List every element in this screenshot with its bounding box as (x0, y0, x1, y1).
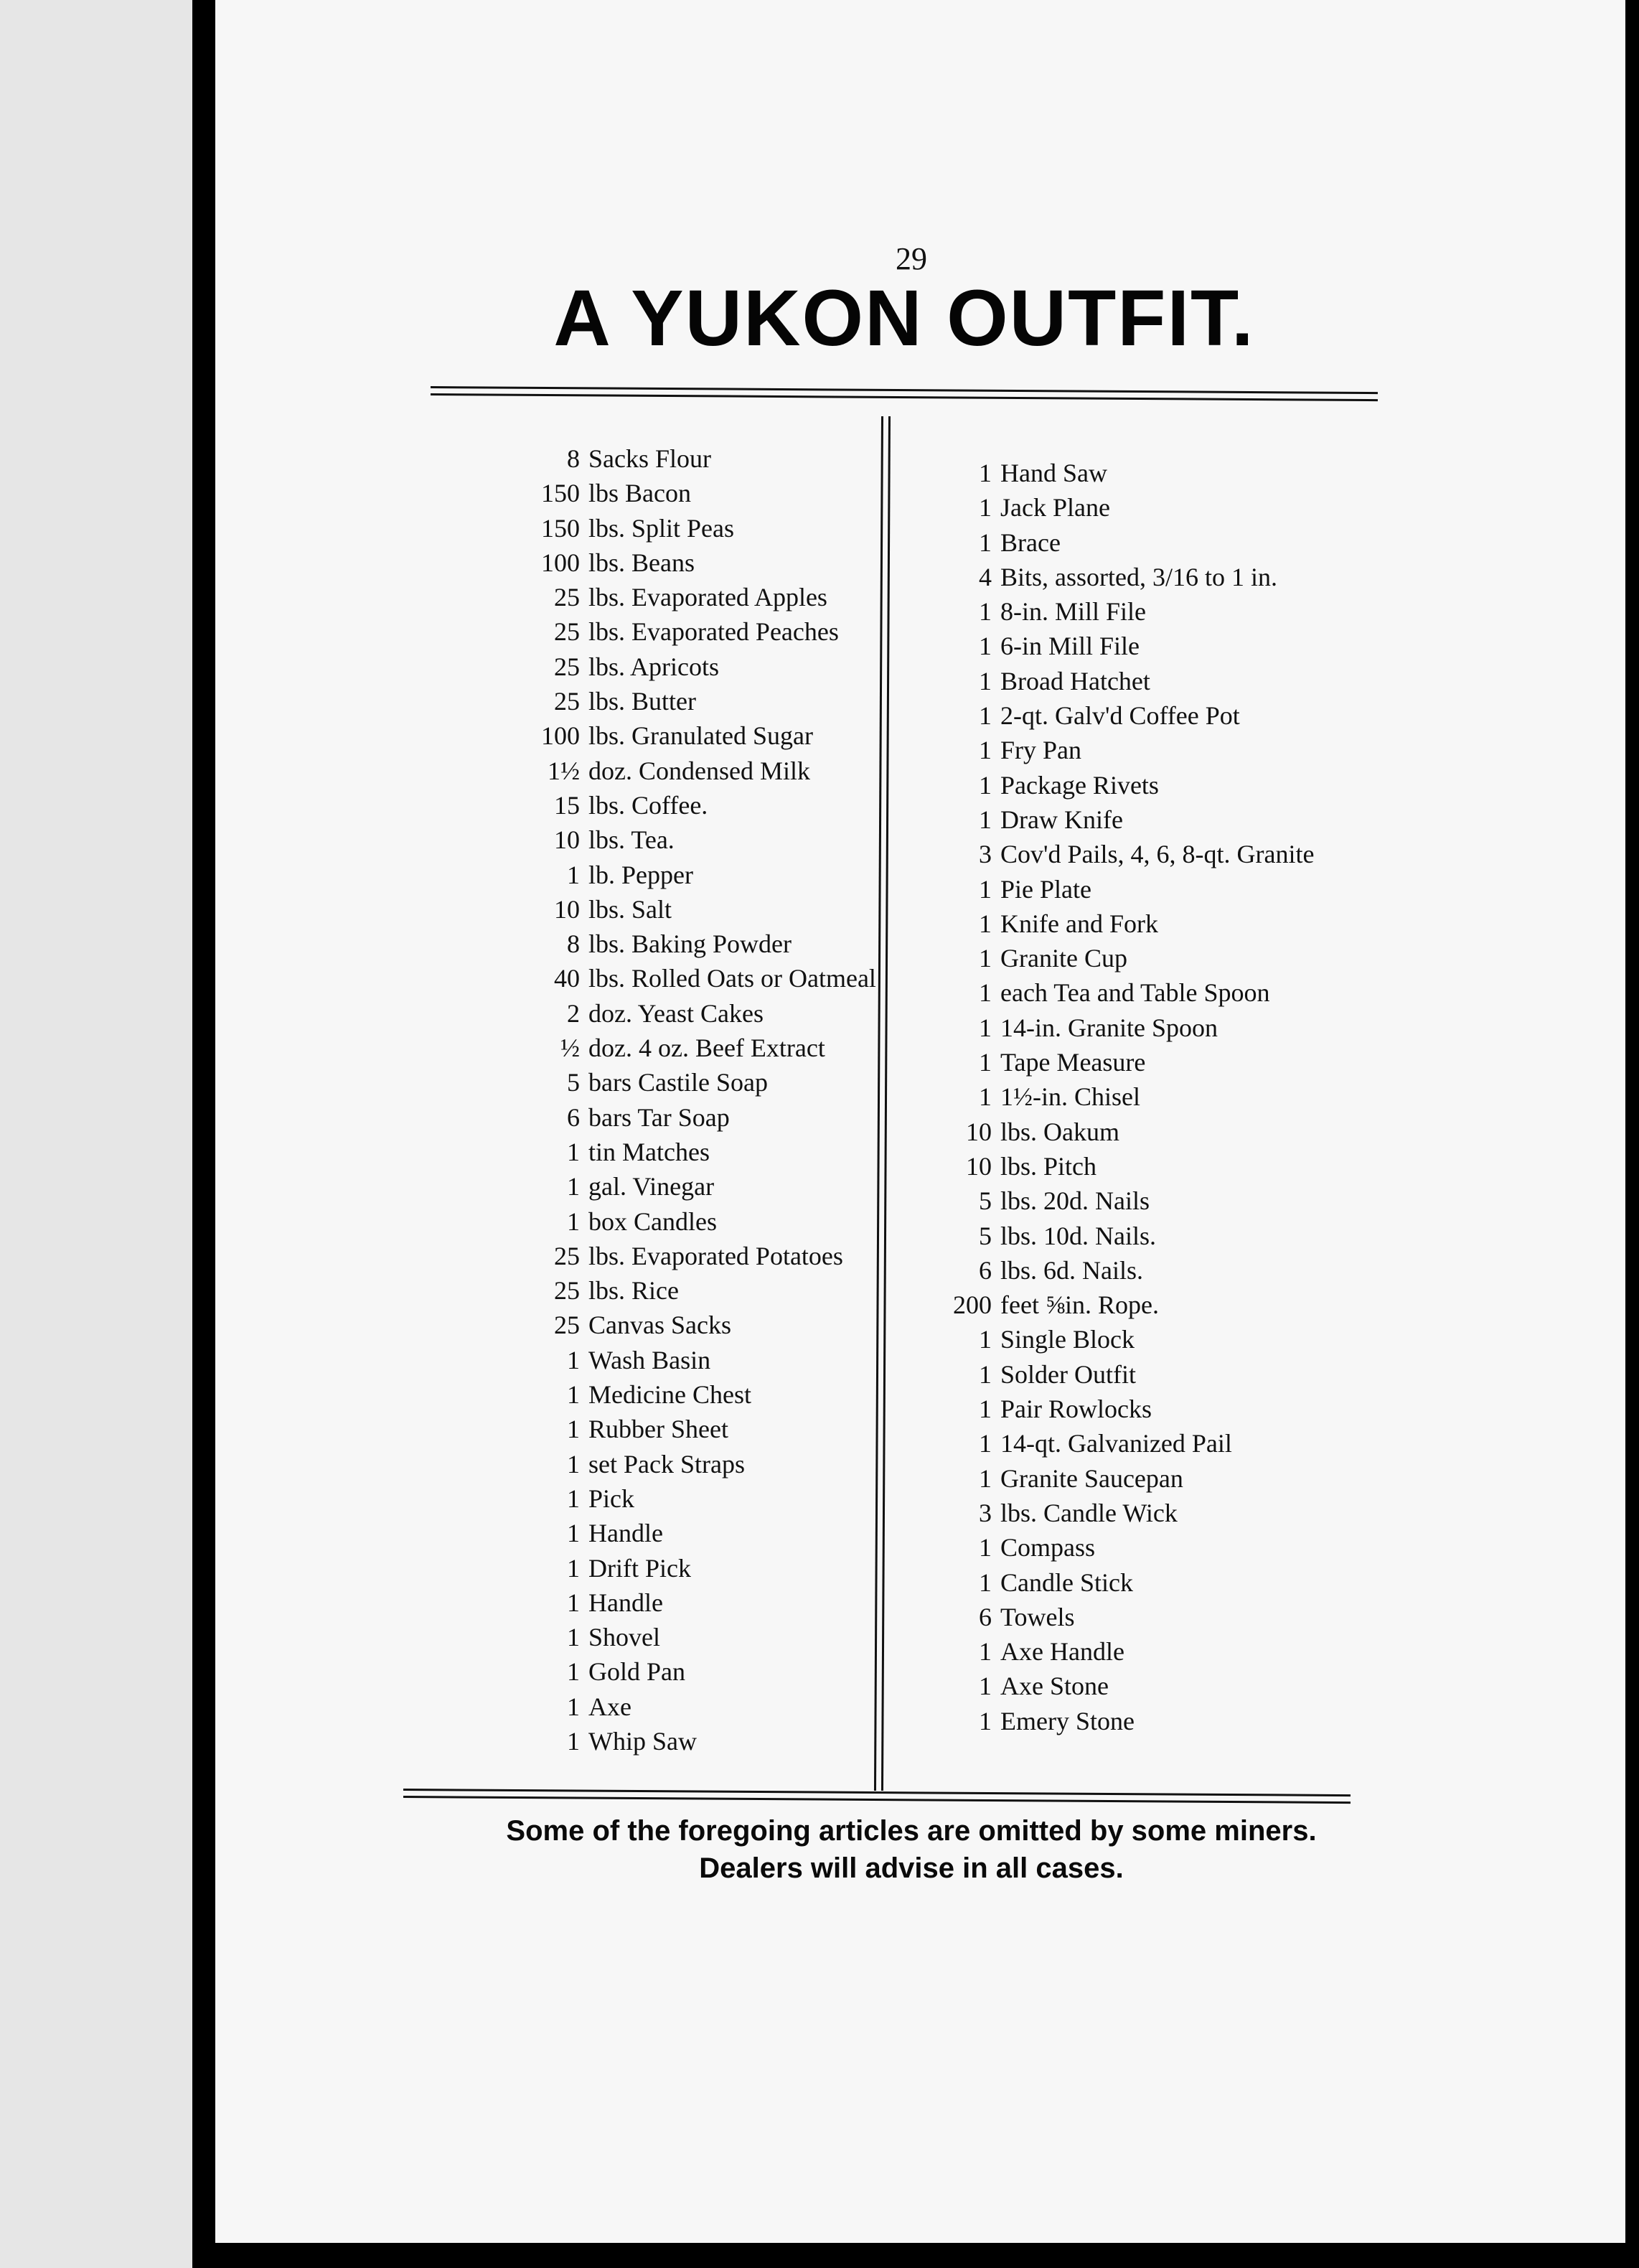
item-quantity: 3 (979, 840, 992, 869)
item-description: Drift Pick (588, 1553, 691, 1583)
item-quantity: 10 (554, 894, 580, 924)
item-description: lbs. Tea. (588, 825, 675, 855)
item-description: lbs. 6d. Nails. (1000, 1255, 1144, 1285)
list-item (488, 545, 876, 580)
item-description: Draw Knife (1000, 805, 1123, 834)
item-description: Single Block (1000, 1325, 1135, 1354)
item-quantity: 1 (979, 701, 992, 731)
list-item (488, 1273, 876, 1308)
item-quantity: 1 (979, 1359, 992, 1389)
page-title: A YUKON OUTFIT. (553, 274, 1255, 362)
item-quantity: 1 (567, 1137, 580, 1166)
item-quantity: 1 (979, 909, 992, 938)
item-quantity: 5 (979, 1221, 992, 1250)
list-item (488, 614, 876, 649)
footer-line-1: Some of the foregoing articles are omitted by some miners. (506, 1815, 1317, 1847)
item-description: lbs. Rice (588, 1276, 679, 1306)
item-quantity: 1 (979, 805, 992, 834)
list-item (488, 1620, 876, 1654)
item-description: lbs. Candle Wick (1000, 1498, 1178, 1527)
item-quantity: 1 (567, 1484, 580, 1513)
list-item (488, 927, 876, 961)
list-item (488, 788, 876, 823)
item-description: lbs. Butter (588, 687, 696, 716)
item-quantity: 200 (953, 1290, 992, 1320)
item-description: lbs. Split Peas (588, 513, 735, 543)
list-item (488, 1204, 876, 1239)
item-description: lbs. 10d. Nails. (1000, 1221, 1157, 1250)
list-item (488, 1308, 876, 1342)
item-description: feet ⅝in. Rope. (1000, 1290, 1159, 1320)
list-item (933, 664, 1314, 698)
item-description: Axe Stone (1000, 1672, 1109, 1701)
item-description: lbs. Oakum (1000, 1117, 1119, 1146)
list-item (933, 1149, 1314, 1184)
list-item (933, 490, 1314, 525)
left-page-edge (0, 0, 192, 2268)
item-description: Bits, assorted, 3/16 to 1 in. (1000, 562, 1277, 591)
item-quantity: 25 (554, 1276, 580, 1306)
item-description: Wash Basin (588, 1345, 711, 1374)
item-quantity: 25 (554, 583, 580, 612)
item-quantity: 25 (554, 617, 580, 647)
item-description: lbs. Pitch (1000, 1151, 1097, 1181)
list-item (933, 1600, 1314, 1634)
list-item (933, 1530, 1314, 1565)
item-description: doz. Condensed Milk (588, 756, 810, 785)
item-quantity: 15 (554, 790, 580, 820)
item-quantity: 1 (567, 1623, 580, 1652)
footer-line-2: Dealers will advise in all cases. (699, 1852, 1124, 1884)
list-item (488, 1516, 876, 1550)
item-description: lbs. Rolled Oats or Oatmeal (588, 964, 876, 993)
list-item (488, 650, 876, 684)
item-description: Solder Outfit (1000, 1359, 1136, 1389)
page-number: 29 (896, 241, 927, 276)
item-quantity: 5 (567, 1068, 580, 1097)
item-description: Pie Plate (1000, 874, 1091, 904)
list-item (933, 1357, 1314, 1392)
item-description: Axe (588, 1692, 631, 1721)
list-item (488, 580, 876, 614)
item-quantity: 1 (979, 1395, 992, 1424)
item-description: Candle Stick (1000, 1568, 1133, 1597)
item-description: Emery Stone (1000, 1706, 1135, 1735)
item-quantity: 4 (979, 562, 992, 591)
item-quantity: 1 (979, 493, 992, 523)
item-description: lbs. Baking Powder (588, 929, 792, 959)
list-item (488, 1343, 876, 1377)
list-item (933, 1011, 1314, 1045)
list-item (488, 1135, 876, 1169)
list-item (488, 823, 876, 857)
item-quantity: 10 (966, 1117, 992, 1146)
list-item (933, 1634, 1314, 1669)
item-quantity: 1 (567, 1726, 580, 1756)
list-item (933, 1219, 1314, 1253)
item-description: lbs. Beans (588, 548, 695, 577)
item-quantity: 2 (567, 998, 580, 1028)
item-quantity: 1 (979, 632, 992, 661)
item-quantity: 25 (554, 652, 580, 681)
item-quantity: 1 (979, 944, 992, 973)
item-description: lbs. Salt (588, 894, 672, 924)
item-quantity: 6 (979, 1255, 992, 1285)
item-description: Sacks Flour (588, 444, 711, 473)
list-item (488, 1412, 876, 1446)
item-quantity: 1 (979, 459, 992, 487)
item-quantity: 100 (541, 721, 580, 751)
list-item (488, 441, 876, 476)
item-quantity: 1 (567, 1553, 580, 1583)
item-quantity: 1 (979, 666, 992, 695)
list-item (933, 1184, 1314, 1218)
left-item-list (488, 441, 876, 1758)
list-item (933, 1565, 1314, 1600)
item-quantity: 1 (979, 770, 992, 800)
list-item (933, 1288, 1314, 1322)
list-item (933, 906, 1314, 941)
item-quantity: 6 (979, 1602, 992, 1631)
item-quantity: 1 (567, 1692, 580, 1721)
item-description: Cov'd Pails, 4, 6, 8-qt. Granite (1000, 840, 1315, 869)
item-quantity: 1 (979, 1672, 992, 1701)
item-quantity: 1 (979, 874, 992, 904)
list-item (488, 996, 876, 1031)
item-description: lbs. Evaporated Apples (588, 583, 827, 612)
list-item (933, 1426, 1314, 1461)
list-item (933, 1115, 1314, 1149)
list-item (933, 1392, 1314, 1426)
item-description: Gold Pan (588, 1657, 685, 1687)
item-description: Tape Measure (1000, 1048, 1146, 1077)
item-quantity: 8 (567, 929, 580, 959)
item-description: 1½-in. Chisel (1000, 1082, 1140, 1112)
item-quantity: 1 (979, 1637, 992, 1667)
item-quantity: 1 (979, 528, 992, 557)
item-quantity: 3 (979, 1498, 992, 1527)
item-quantity: 25 (554, 687, 580, 716)
list-item (488, 1169, 876, 1204)
list-item (933, 698, 1314, 733)
list-item (488, 858, 876, 892)
list-item (488, 1377, 876, 1412)
list-item (933, 733, 1314, 767)
list-item (488, 476, 876, 510)
list-item (933, 1669, 1314, 1703)
item-description: Brace (1000, 528, 1061, 557)
item-description: Shovel (588, 1623, 661, 1652)
item-description: tin Matches (588, 1137, 710, 1166)
list-item (488, 684, 876, 718)
list-item (488, 1447, 876, 1481)
list-item (933, 1496, 1314, 1530)
item-quantity: 1 (567, 1415, 580, 1444)
item-quantity: 1 (979, 1082, 992, 1112)
list-item (933, 975, 1314, 1010)
item-description: Hand Saw (1000, 459, 1107, 487)
item-quantity: 1½ (548, 756, 580, 785)
item-quantity: 1 (979, 1325, 992, 1354)
item-description: Pick (588, 1484, 635, 1513)
list-item (933, 941, 1314, 975)
item-quantity: 1 (567, 1449, 580, 1479)
item-quantity: 6 (567, 1102, 580, 1132)
item-quantity: 1 (979, 1048, 992, 1077)
list-item (933, 1045, 1314, 1079)
item-quantity: 150 (541, 479, 580, 508)
item-description: Knife and Fork (1000, 909, 1158, 938)
item-description: Jack Plane (1000, 493, 1110, 523)
list-item (933, 1253, 1314, 1288)
item-quantity: 1 (979, 1533, 992, 1562)
list-item (933, 629, 1314, 663)
item-description: Handle (588, 1588, 663, 1617)
item-description: 2-qt. Galv'd Coffee Pot (1000, 701, 1240, 731)
item-description: 14-qt. Galvanized Pail (1000, 1429, 1232, 1458)
item-description: doz. 4 oz. Beef Extract (588, 1034, 825, 1063)
item-description: lbs. Evaporated Potatoes (588, 1241, 843, 1270)
item-quantity: 25 (554, 1241, 580, 1270)
list-item (933, 872, 1314, 906)
footer-note (402, 1812, 1421, 1887)
item-quantity: 1 (567, 1206, 580, 1236)
item-description: gal. Vinegar (588, 1172, 715, 1201)
item-description: lbs. Evaporated Peaches (588, 617, 839, 647)
list-item (933, 594, 1314, 629)
item-quantity: 1 (567, 1345, 580, 1374)
item-description: Granite Saucepan (1000, 1463, 1183, 1493)
item-description: bars Tar Soap (588, 1102, 730, 1132)
list-item (933, 525, 1314, 560)
list-item (488, 754, 876, 788)
list-item (488, 1585, 876, 1620)
item-description: 6-in Mill File (1000, 632, 1140, 661)
item-quantity: 1 (979, 1568, 992, 1597)
list-item (933, 1461, 1314, 1496)
item-quantity: 1 (979, 1429, 992, 1458)
list-item (488, 1031, 876, 1065)
item-quantity: 1 (567, 1380, 580, 1410)
item-description: each Tea and Table Spoon (1000, 978, 1270, 1008)
item-quantity: 1 (979, 1463, 992, 1493)
list-item (488, 718, 876, 753)
list-item (488, 1724, 876, 1758)
item-description: Canvas Sacks (588, 1311, 731, 1340)
list-item (933, 768, 1314, 802)
list-item (933, 560, 1314, 594)
item-quantity: 1 (567, 1657, 580, 1687)
item-quantity: 1 (567, 1588, 580, 1617)
list-item (488, 1239, 876, 1273)
item-description: Granite Cup (1000, 944, 1127, 973)
item-quantity: 150 (541, 513, 580, 543)
item-description: Towels (1000, 1602, 1075, 1631)
item-quantity: 1 (979, 978, 992, 1008)
list-item (933, 456, 1314, 490)
item-description: Rubber Sheet (588, 1415, 728, 1444)
list-item (933, 1704, 1314, 1738)
item-quantity: 1 (979, 736, 992, 765)
item-description: doz. Yeast Cakes (588, 998, 764, 1028)
item-description: box Candles (588, 1206, 717, 1236)
item-description: lbs. 20d. Nails (1000, 1186, 1150, 1216)
item-quantity: 1 (567, 1172, 580, 1201)
item-description: Fry Pan (1000, 736, 1082, 765)
item-description: Package Rivets (1000, 770, 1159, 800)
item-quantity: 5 (979, 1186, 992, 1216)
list-item (488, 1065, 876, 1100)
item-description: Medicine Chest (588, 1380, 751, 1410)
item-quantity: 40 (554, 964, 580, 993)
list-item (488, 1481, 876, 1516)
item-description: bars Castile Soap (588, 1068, 768, 1097)
item-description: lbs. Coffee. (588, 790, 708, 820)
item-description: lbs Bacon (588, 479, 691, 508)
list-item (488, 1690, 876, 1724)
item-description: Whip Saw (588, 1726, 697, 1756)
item-description: Handle (588, 1519, 663, 1548)
item-quantity: 1 (567, 860, 580, 889)
item-quantity: 10 (554, 825, 580, 855)
item-quantity: ½ (560, 1034, 580, 1063)
item-description: lb. Pepper (588, 860, 693, 889)
item-description: Compass (1000, 1533, 1096, 1562)
item-description: set Pack Straps (588, 1449, 745, 1479)
item-description: lbs. Apricots (588, 652, 720, 681)
item-quantity: 1 (567, 1519, 580, 1548)
item-description: Broad Hatchet (1000, 666, 1150, 695)
list-item (933, 1322, 1314, 1356)
item-quantity: 10 (966, 1151, 992, 1181)
list-item (488, 1551, 876, 1585)
list-item (488, 1100, 876, 1135)
item-description: Pair Rowlocks (1000, 1395, 1152, 1424)
list-item (488, 892, 876, 927)
item-quantity: 1 (979, 1706, 992, 1735)
right-item-list (933, 456, 1314, 1738)
list-item (488, 1654, 876, 1689)
list-item (488, 961, 876, 995)
item-description: 14-in. Granite Spoon (1000, 1013, 1218, 1042)
item-description: 8-in. Mill File (1000, 597, 1147, 627)
item-quantity: 1 (979, 597, 992, 627)
item-quantity: 8 (567, 444, 580, 473)
item-quantity: 25 (554, 1311, 580, 1340)
item-quantity: 100 (541, 548, 580, 577)
item-description: lbs. Granulated Sugar (588, 721, 813, 751)
list-item (933, 1079, 1314, 1114)
list-item (933, 837, 1314, 871)
list-item (933, 802, 1314, 837)
item-quantity: 1 (979, 1013, 992, 1042)
item-description: Axe Handle (1000, 1637, 1124, 1667)
list-item (488, 511, 876, 545)
